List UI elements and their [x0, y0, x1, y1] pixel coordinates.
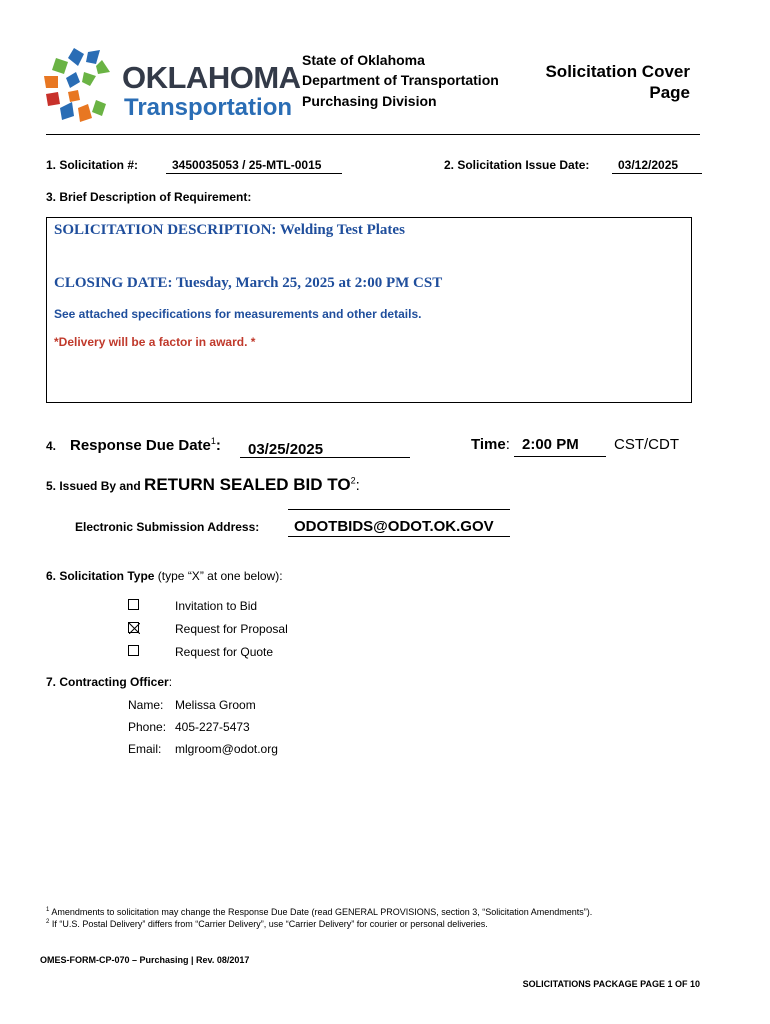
officer-name-value: Melissa Groom	[175, 698, 256, 712]
response-due-colon: :	[215, 437, 221, 454]
logo-starburst-icon	[40, 46, 120, 126]
footnote-1	[46, 907, 592, 917]
description-delivery-note: *Delivery will be a factor in award. *	[54, 335, 256, 349]
agency-line-1: State of Oklahoma	[302, 52, 425, 68]
checkbox-request-for-quote[interactable]	[128, 645, 139, 656]
officer-email-label: Email:	[128, 742, 162, 756]
response-due-label	[70, 436, 221, 454]
description-specs: See attached specifications for measurements and other details.	[54, 307, 422, 321]
checkbox-request-for-proposal[interactable]	[128, 622, 139, 633]
officer-name-label: Name:	[128, 698, 164, 712]
logo-word-oklahoma: OKLAHOMA	[122, 60, 301, 95]
form-id: OMES-FORM-CP-070 – Purchasing | Rev. 08/2017	[40, 955, 250, 965]
response-due-number: 4.	[46, 439, 57, 453]
issued-by-footnote-ref: 2	[350, 475, 356, 486]
contracting-officer-label-text: 7. Contracting Officer	[46, 675, 169, 689]
header-divider	[46, 134, 700, 135]
officer-phone-value: 405-227-5473	[175, 720, 250, 734]
contracting-officer-colon: :	[168, 675, 173, 689]
electronic-submission-label: Electronic Submission Address:	[75, 520, 260, 534]
solicitation-number-underline	[166, 173, 342, 174]
issue-date-underline	[612, 173, 702, 174]
footnote-1-text: Amendments to solicitation may change the Response Due Date (read GENERAL PROVISIONS, section 3, “Solicitation Amendments”).	[51, 907, 593, 917]
footnote-2-text: If “U.S. Postal Delivery” differs from “Carrier Delivery”, use “Carrier Delivery” for courier or personal deliveries.	[51, 919, 488, 929]
time-value[interactable]: 2:00 PM	[522, 436, 579, 453]
issued-by-prefix: 5. Issued By and	[46, 479, 145, 493]
officer-phone-label: Phone:	[128, 720, 167, 734]
form-title	[545, 61, 690, 103]
timezone: CST/CDT	[614, 436, 679, 453]
option-invitation-to-bid: Invitation to Bid	[175, 599, 258, 613]
response-due-date-value[interactable]: 03/25/2025	[248, 441, 324, 458]
solicitation-type-label	[46, 569, 283, 583]
form-title-line-2: Page	[649, 83, 690, 102]
option-request-for-proposal: Request for Proposal	[175, 622, 288, 636]
officer-email-value[interactable]: mlgroom@odot.org	[175, 742, 278, 756]
electronic-submission-value[interactable]: ODOTBIDS@ODOT.OK.GOV	[294, 518, 494, 535]
logo-word-transportation: Transportation	[124, 94, 293, 121]
time-label	[471, 436, 510, 453]
description-box[interactable]	[46, 217, 692, 403]
time-label-colon: :	[505, 436, 510, 453]
solicitation-type-label-bold: 6. Solicitation Type	[46, 569, 155, 583]
agency-line-2: Department of Transportation	[302, 72, 499, 88]
solicitation-type-label-rest: (type “X” at one below):	[154, 569, 283, 583]
description-title: SOLICITATION DESCRIPTION: Welding Test Plates	[54, 222, 405, 238]
odot-logo	[40, 46, 300, 126]
time-label-text: Time	[471, 436, 506, 453]
brief-description-label: 3. Brief Description of Requirement:	[46, 190, 252, 204]
response-due-footnote-ref: 1	[210, 436, 216, 446]
option-request-for-quote: Request for Quote	[175, 645, 274, 659]
footnote-1-marker: 1	[46, 907, 50, 913]
issued-by-label	[46, 475, 360, 495]
solicitation-number-label: 1. Solicitation #:	[46, 158, 139, 172]
checkbox-x-icon	[129, 623, 140, 634]
page-number: SOLICITATIONS PACKAGE PAGE 1 OF 10	[522, 979, 700, 989]
issue-date-value[interactable]: 03/12/2025	[618, 158, 679, 172]
response-due-label-text: Response Due Date	[70, 437, 211, 454]
form-title-line-1: Solicitation Cover	[545, 62, 690, 81]
issued-by-colon: :	[355, 477, 360, 494]
description-closing-date: CLOSING DATE: Tuesday, March 25, 2025 at 2:00 PM CST	[54, 275, 443, 291]
solicitation-number-value[interactable]: 3450035053 / 25-MTL-0015	[172, 158, 322, 172]
time-underline	[514, 456, 606, 457]
electronic-submission-underline	[288, 536, 510, 537]
response-due-date-underline	[240, 457, 410, 458]
issued-by-underline	[288, 509, 510, 510]
checkbox-invitation-to-bid[interactable]	[128, 599, 139, 610]
issue-date-label: 2. Solicitation Issue Date:	[444, 158, 590, 172]
return-sealed-bid-to: RETURN SEALED BID TO	[144, 475, 351, 494]
footnote-2	[46, 919, 488, 929]
contracting-officer-label	[46, 675, 172, 689]
footnote-2-marker: 2	[46, 919, 50, 925]
agency-line-3: Purchasing Division	[302, 93, 437, 109]
